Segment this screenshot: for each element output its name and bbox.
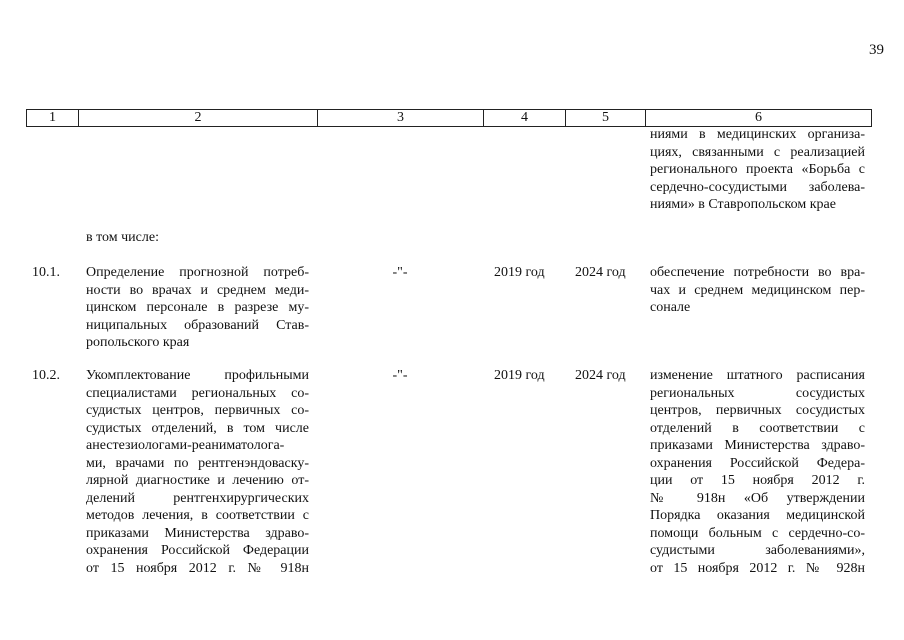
text-line: охранения Российской Федерации bbox=[86, 543, 309, 558]
text-line: охранения Российской Федера- bbox=[650, 455, 865, 471]
text-line: делений рентгенхирургических bbox=[86, 490, 309, 506]
column-number-3: 3 bbox=[318, 110, 484, 127]
text-line: Укомплектование профильными bbox=[86, 368, 309, 383]
continuation-result-text bbox=[650, 126, 865, 214]
text-line: регионального проекта «Борьба с bbox=[650, 162, 865, 177]
text-line: помощи больным с сердечно-со- bbox=[650, 525, 865, 541]
text-line: ниями в медицинских организа- bbox=[650, 127, 865, 142]
row-activity-description bbox=[86, 367, 309, 577]
row-number: 10.1. bbox=[32, 265, 60, 280]
text-line: судистых отделений, в том числе bbox=[86, 420, 309, 436]
text-line: анестезиологами-реаниматолога- bbox=[86, 438, 285, 453]
text-line: чах и среднем медицинском пер- bbox=[650, 282, 865, 298]
page-number: 39 bbox=[869, 42, 884, 58]
text-line: ниями» в Ставропольском крае bbox=[650, 197, 836, 212]
text-line: центров, первичных сосудистых bbox=[650, 403, 865, 418]
text-line: ности во врачах и среднем меди- bbox=[86, 282, 309, 298]
text-line: ми, врачами по рентгенэндоваску- bbox=[86, 455, 309, 471]
column-number-6: 6 bbox=[646, 110, 872, 127]
column-number-row bbox=[26, 109, 872, 127]
text-line: от 15 ноября 2012 г. № 918н bbox=[86, 560, 309, 576]
text-line: судистых центров, первичных со- bbox=[86, 403, 309, 418]
text-line: ропольского края bbox=[86, 335, 190, 350]
row-end-year: 2024 год bbox=[575, 368, 626, 383]
text-line: циях, связанными с реализацией bbox=[650, 144, 865, 160]
text-line: № 918н «Об утверждении bbox=[650, 490, 865, 506]
column-number-1: 1 bbox=[27, 110, 79, 127]
text-line: Определение прогнозной потреб- bbox=[86, 265, 309, 280]
row-responsible-ditto: -"- bbox=[392, 265, 408, 280]
row-expected-result bbox=[650, 367, 865, 577]
text-line: методов лечения, в соответствии с bbox=[86, 508, 309, 523]
text-line: сердечно-сосудистыми заболева- bbox=[650, 179, 865, 195]
text-line: судистыми заболеваниями», bbox=[650, 543, 865, 558]
column-number-2: 2 bbox=[79, 110, 318, 127]
text-line: приказами Министерства здраво- bbox=[650, 438, 865, 453]
text-line: специалистами региональных со- bbox=[86, 385, 309, 401]
text-line: приказами Министерства здраво- bbox=[86, 525, 309, 541]
row-start-year: 2019 год bbox=[494, 265, 545, 280]
column-number-5: 5 bbox=[566, 110, 646, 127]
text-line: Порядка оказания медицинской bbox=[650, 508, 865, 523]
row-start-year: 2019 год bbox=[494, 368, 545, 383]
text-line: ции от 15 ноября 2012 г. bbox=[650, 473, 865, 488]
row-responsible-ditto: -"- bbox=[392, 368, 408, 383]
row-number: 10.2. bbox=[32, 368, 60, 383]
text-line: отделений в соответствии с bbox=[650, 420, 865, 436]
text-line: изменение штатного расписания bbox=[650, 368, 865, 383]
text-line: лярной диагностике и лечению от- bbox=[86, 473, 309, 488]
text-line: региональных сосудистых bbox=[650, 385, 865, 401]
row-expected-result bbox=[650, 264, 865, 317]
text-line: ниципальных образований Став- bbox=[86, 317, 309, 333]
row-activity-description bbox=[86, 264, 309, 352]
text-line: сонале bbox=[650, 300, 691, 315]
text-line: обеспечение потребности во вра- bbox=[650, 265, 865, 280]
column-number-4: 4 bbox=[484, 110, 566, 127]
subheading-including: в том числе: bbox=[86, 230, 159, 245]
text-line: цинском персонале в разрезе му- bbox=[86, 300, 309, 315]
text-line: от 15 ноября 2012 г. № 928н bbox=[650, 560, 865, 576]
row-end-year: 2024 год bbox=[575, 265, 626, 280]
